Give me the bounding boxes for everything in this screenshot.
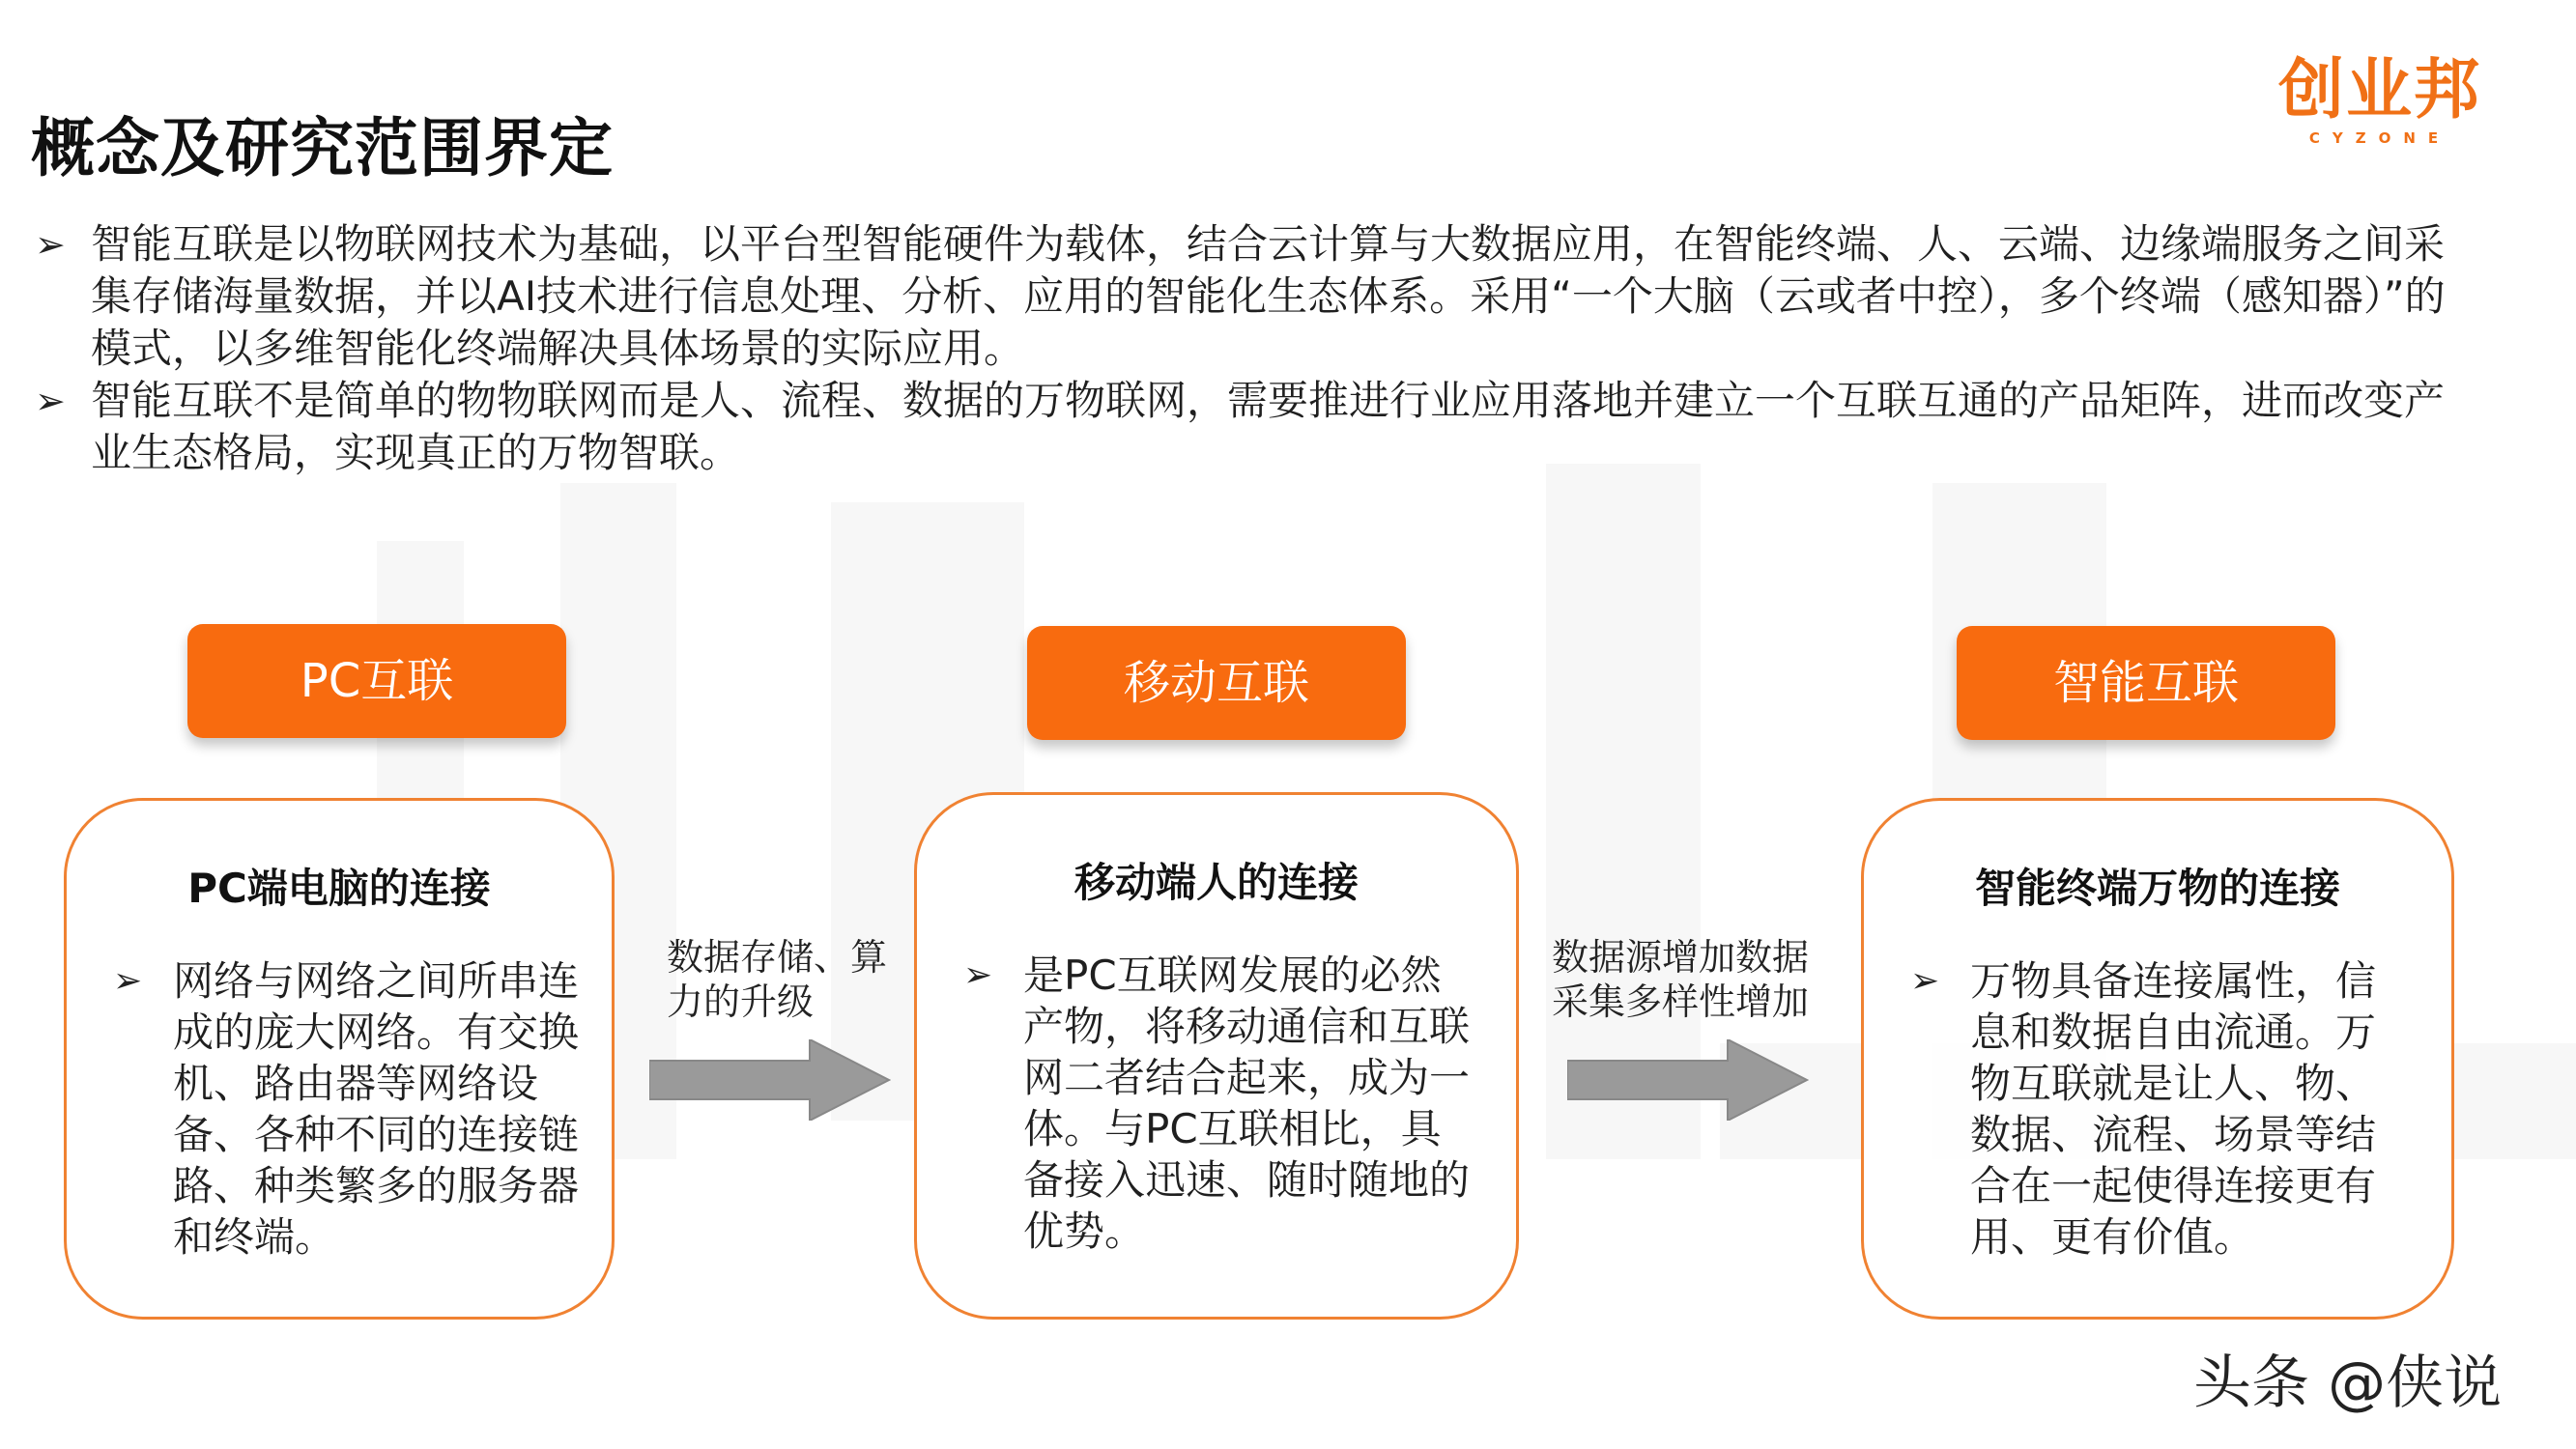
stage-tag-mobile: 移动互联 (1027, 626, 1406, 740)
cyzone-logo (2278, 52, 2482, 155)
intro-bullet (35, 375, 2470, 479)
intro-bullets (35, 218, 2470, 479)
stage-card-body (1910, 955, 2405, 1263)
transition-label: 数据存储、算力的升级 (667, 936, 888, 1023)
stage-card-title: PC端电脑的连接 (187, 865, 491, 912)
arrow-bullet-icon: ➢ (1910, 961, 1940, 1001)
stage-card-smart (1861, 798, 2454, 1320)
intro-bullet (35, 218, 2470, 375)
transition-label: 数据源增加数据采集多样性增加 (1552, 936, 1810, 1023)
intro-bullet-text: 智能互联不是简单的物物联网而是人、流程、数据的万物联网，需要推进行业应用落地并建立一个互联互通的产品矩阵，进而改变产业生态格局，实现真正的万物智联。 (91, 377, 2446, 476)
logo-wordmark: 创业邦 (2278, 52, 2482, 128)
stage-card-body (963, 950, 1477, 1257)
right-arrow-icon (649, 1039, 891, 1121)
stage-card-pc (64, 798, 615, 1320)
stage-card-text: 是PC互联网发展的必然产物，将移动通信和互联网二者结合起来，成为一体。与PC互联相比，具备接入迅速、随时随地的优势。 (1023, 952, 1471, 1255)
page-title: 概念及研究范围界定 (31, 111, 614, 185)
stage-card-mobile (914, 792, 1519, 1320)
right-arrow-icon (1567, 1039, 1809, 1121)
stage-card-title: 智能终端万物的连接 (1974, 865, 2340, 912)
logo-subtext: CYZONE (2308, 129, 2451, 147)
stage-card-text: 万物具备连接属性，信息和数据自由流通。万物互联就是让人、物、数据、流程、场景等结合在一起使得连接更有用、更有价值。 (1970, 957, 2377, 1261)
stage-tag-smart: 智能互联 (1957, 626, 2335, 740)
arrow-bullet-icon: ➢ (113, 961, 143, 1001)
watermark: 头条 @侠说 (2193, 1350, 2503, 1417)
arrow-bullet-icon: ➢ (963, 955, 993, 995)
stage-card-text: 网络与网络之间所串连成的庞大网络。有交换机、路由器等网络设备、各种不同的连接链路、种类繁多的服务器和终端。 (173, 957, 580, 1261)
stage-card-title: 移动端人的连接 (1073, 859, 1359, 906)
arrow-bullet-icon: ➢ (35, 380, 66, 422)
intro-bullet-text: 智能互联是以物联网技术为基础，以平台型智能硬件为载体，结合云计算与大数据应用，在智能终端、人、云端、边缘端服务之间采集存储海量数据，并以AI技术进行信息处理、分析、应用的智能化生态体系。采用“一个大脑（云或者中控），多个终端（感知器）”的模式，以多维智能化终端解决具体场景的实际应用。 (91, 220, 2446, 372)
arrow-bullet-icon: ➢ (35, 223, 66, 266)
stage-tag-pc: PC互联 (187, 624, 566, 738)
stage-card-body (113, 955, 580, 1263)
